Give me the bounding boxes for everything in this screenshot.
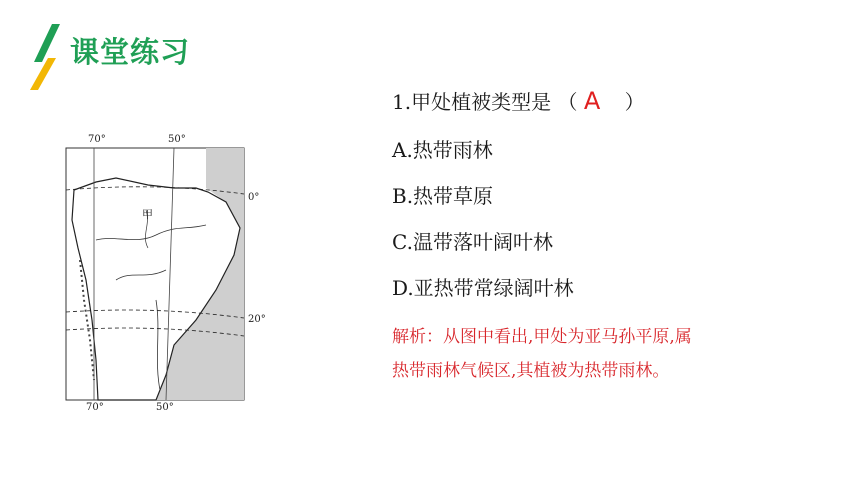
question-stem <box>392 86 645 115</box>
option-a: A.热带雨林 <box>392 138 493 162</box>
region-jia-marker: 甲 <box>142 208 153 221</box>
lon-70-top: 70° <box>88 134 106 145</box>
south-america-map <box>56 130 276 420</box>
explanation-block <box>392 320 792 388</box>
option-c: C.温带落叶阔叶林 <box>392 230 553 254</box>
question-text: 1.甲处植被类型是 （ <box>392 90 578 114</box>
leaf-logo-icon <box>30 24 62 90</box>
answer-letter: A <box>583 87 601 115</box>
question-close-bracket: ） <box>624 90 645 114</box>
lat-0-label: 0° <box>248 192 260 203</box>
lon-50-bottom: 50° <box>156 402 174 413</box>
option-b: B.热带草原 <box>392 184 494 208</box>
page-title: 课堂练习 <box>70 35 191 69</box>
explanation-line-1: 解析：从图中看出,甲处为亚马孙平原,属 <box>392 327 692 347</box>
map-graphic <box>56 130 276 420</box>
lon-50-top: 50° <box>168 134 186 145</box>
explanation-line-2: 热带雨林气候区,其植被为热带雨林。 <box>392 361 670 381</box>
lon-70-bottom: 70° <box>86 402 104 413</box>
option-d: D.亚热带常绿阔叶林 <box>392 276 574 300</box>
lat-20-label: 20° <box>248 314 266 325</box>
